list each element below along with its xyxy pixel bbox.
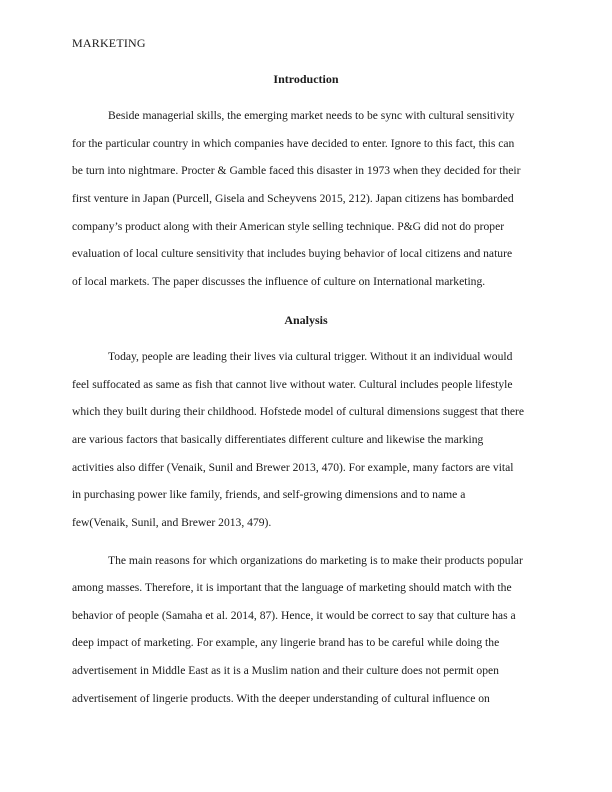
running-head: MARKETING <box>72 36 146 50</box>
text-line: few(Venaik, Sunil, and Brewer 2013, 479). <box>72 516 272 529</box>
analysis-heading: Analysis <box>284 313 328 327</box>
text-line: be turn into nightmare. Procter & Gamble faced this disaster in 1973 when they decided for their <box>72 164 521 177</box>
text-line: The main reasons for which organizations do marketing is to make their products popular <box>108 554 523 567</box>
text-line: activities also differ (Venaik, Sunil and Brewer 2013, 470). For example, many factors are vital <box>72 461 514 474</box>
text-line: first venture in Japan (Purcell, Gisela and Scheyvens 2015, 212). Japan citizens has bombarded <box>72 192 514 205</box>
text-line: which they built during their childhood. Hofstede model of cultural dimensions suggest that there <box>72 405 525 418</box>
text-line: feel suffocated as same as fish that cannot live without water. Cultural includes people lifestyle <box>72 378 513 391</box>
text-line: deep impact of marketing. For example, any lingerie brand has to be careful while doing the <box>72 636 500 649</box>
text-line: for the particular country in which companies have decided to enter. Ignore to this fact, this can <box>72 137 515 150</box>
text-line: evaluation of local culture sensitivity that includes buying behavior of local citizens and nature <box>72 247 513 260</box>
text-line: among masses. Therefore, it is important that the language of marketing should match with the <box>72 581 512 594</box>
text-line: Beside managerial skills, the emerging market needs to be sync with cultural sensitivity <box>108 109 515 122</box>
text-line: advertisement of lingerie products. With the deeper understanding of cultural influence on <box>72 692 490 705</box>
text-line: in purchasing power like family, friends, and self-growing dimensions and to name a <box>72 488 466 501</box>
text-line: advertisement in Middle East as it is a Muslim nation and their culture does not permit open <box>72 664 499 677</box>
text-line: Today, people are leading their lives via cultural trigger. Without it an individual would <box>108 350 513 363</box>
text-line: behavior of people (Samaha et al. 2014, 87). Hence, it would be correct to say that culture has a <box>72 609 516 622</box>
text-line: of local markets. The paper discusses the influence of culture on International marketing. <box>72 275 486 288</box>
text-line: company’s product along with their American style selling technique. P&G did not do proper <box>72 220 505 233</box>
text-line: are various factors that basically differentiates different culture and likewise the marking <box>72 433 484 446</box>
introduction-heading: Introduction <box>273 72 339 86</box>
